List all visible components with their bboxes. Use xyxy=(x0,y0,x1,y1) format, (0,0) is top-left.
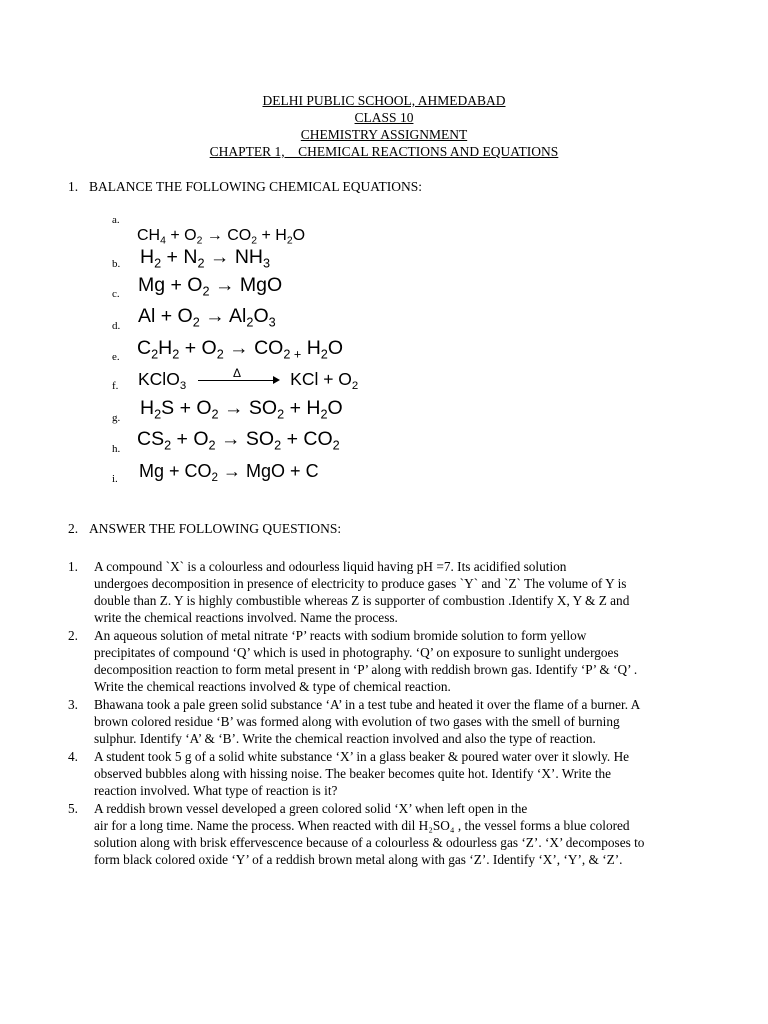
equation-d: $Al + O_2 \to Al_2O_3$ xyxy=(138,305,276,330)
question-line: Bhawana took a pale green solid substance ‘A’ in a test tube and heated it over the flame of a burner. A xyxy=(94,697,641,712)
question-line: undergoes decomposition in presence of electricity to produce gases `Y` and `Z` The volume of Y is xyxy=(94,576,627,591)
question-line: A reddish brown vessel developed a green colored solid ‘X’ when left open in the xyxy=(94,801,528,816)
question-number: 2. xyxy=(68,628,78,643)
equation-letter: d. xyxy=(112,320,121,332)
question-line: air for a long time. Name the process. When reacted with dil H₂SO₄ , the vessel forms a blue colored xyxy=(94,818,630,833)
equation-letter: c. xyxy=(112,288,120,300)
equation-letter: b. xyxy=(112,258,121,270)
question-text xyxy=(94,627,734,695)
heat-condition: Δ xyxy=(233,366,242,380)
question-number: 4. xyxy=(68,749,78,764)
section-title: BALANCE THE FOLLOWING CHEMICAL EQUATIONS: xyxy=(89,179,422,194)
class-name: CLASS 10 xyxy=(354,110,414,125)
question-line: A student took 5 g of a solid white substance ‘X’ in a glass beaker & poured water over it slowly. He xyxy=(94,749,630,764)
section-number: 2. xyxy=(68,521,79,536)
question-line: A compound `X` is a colourless and odourless liquid having pH =7. Its acidified solution xyxy=(94,559,567,574)
question-text xyxy=(94,696,734,747)
assignment-title: CHEMISTRY ASSIGNMENT xyxy=(300,127,468,142)
equation-f: KClO$_3$ KCl + $O_2$ xyxy=(138,369,359,392)
question-line: Write the chemical reactions involved & type of chemical reaction. xyxy=(94,679,451,694)
question-line: reaction involved. What type of reaction is it? xyxy=(94,783,338,798)
question-text xyxy=(94,800,734,868)
question-number: 1. xyxy=(68,559,78,574)
equation-i: $Mg + CO_2$ → MgO + C xyxy=(139,461,319,485)
document-header xyxy=(0,92,768,160)
question-line: brown colored residue ‘B’ was formed along with evolution of two gases with the smell of burning xyxy=(94,714,620,729)
equation-h: $CS_2 + O_2 \to SO_2 + CO_2$ xyxy=(137,428,340,453)
question-text xyxy=(94,558,734,626)
equation-g: $H_2S + O_2 \to SO_2 + H_2O$ xyxy=(140,397,343,422)
question-number: 5. xyxy=(68,801,78,816)
question-line: write the chemical reactions involved. Name the process. xyxy=(94,610,398,625)
question-number: 3. xyxy=(68,697,78,712)
chapter-title: CHAPTER 1, CHEMICAL REACTIONS AND EQUATIONS xyxy=(209,144,559,159)
equation-c: $Mg + O_2$ → MgO xyxy=(138,274,283,299)
equation-b: $H_2 + N_2 \to NH_3$ xyxy=(140,246,271,271)
question-line: precipitates of compound ‘Q’ which is used in photography. ‘Q’ on exposure to sunlight undergoes xyxy=(94,645,619,660)
equation-a: $CH_4 + O_2 \to CO_2 + H_2O$ xyxy=(137,227,306,247)
school-name: DELHI PUBLIC SCHOOL, AHMEDABAD xyxy=(262,93,506,108)
equation-letter: a. xyxy=(112,214,120,226)
question-line: observed bubbles along with hissing noise. The beaker becomes quite hot. Identify ‘X’. Write the xyxy=(94,766,612,781)
question-line: solution along with brisk effervescence because of a colourless & odourless gas ‘Z’. ‘X’ decomposes to xyxy=(94,835,645,850)
question-line: form black colored oxide ‘Y’ of a reddish brown metal along with gas ‘Z’. Identify ‘X’, ‘Y’, & ‘Z’. xyxy=(94,852,623,867)
equation-letter: i. xyxy=(112,473,118,485)
equation-letter: g. xyxy=(112,412,121,424)
reaction-arrow-icon xyxy=(198,374,280,386)
equation-letter: e. xyxy=(112,351,120,363)
question-line: double than Z. Y is highly combustible whereas Z is supporter of combustion .Identify X, Y & Z and xyxy=(94,593,630,608)
section-title: ANSWER THE FOLLOWING QUESTIONS: xyxy=(89,521,342,536)
question-text xyxy=(94,748,734,799)
equation-letter: h. xyxy=(112,443,121,455)
equation-letter: f. xyxy=(112,380,119,392)
question-line: decomposition reaction to form metal present in ‘P’ along with reddish brown gas. Identify ‘P’ & ‘Q’ . xyxy=(94,662,638,677)
question-line: sulphur. Identify ‘A’ & ‘B’. Write the chemical reaction involved and also the type of reaction. xyxy=(94,731,596,746)
equation-e: $C_2H_2 + O_2 \to CO_{2 +}$ $H_2O$ xyxy=(137,337,343,362)
section-number: 1. xyxy=(68,179,79,194)
question-line: An aqueous solution of metal nitrate ‘P’ reacts with sodium bromide solution to form yellow xyxy=(94,628,587,643)
